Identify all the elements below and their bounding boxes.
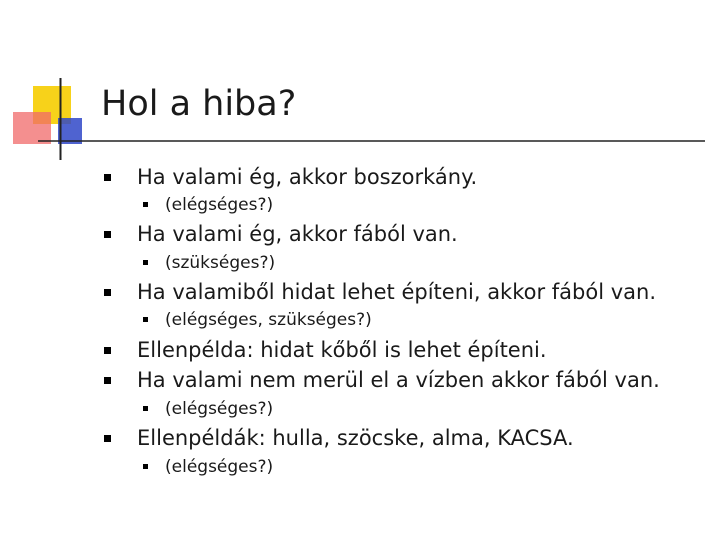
list-item-text: Ellenpélda: hidat kőből is lehet építeni. bbox=[137, 338, 547, 362]
square-bullet-icon bbox=[143, 464, 148, 469]
list-item-text: (elégséges?) bbox=[165, 195, 274, 215]
list-item-text: Ha valami ég, akkor boszorkány. bbox=[137, 165, 478, 189]
list-item bbox=[137, 164, 477, 190]
list-item-text: (elégséges?) bbox=[165, 457, 274, 477]
list-item-text: Ellenpéldák: hulla, szöcske, alma, KACSA. bbox=[137, 426, 574, 450]
slide-title: Hol a hiba? bbox=[101, 84, 297, 124]
square-bullet-icon bbox=[104, 231, 111, 238]
list-item-text: (elégséges?) bbox=[165, 399, 274, 419]
square-bullet-icon bbox=[104, 435, 111, 442]
list-item-text: (szükséges?) bbox=[165, 253, 276, 273]
list-item bbox=[137, 367, 660, 393]
list-item-text: Ha valami nem merül el a vízben akkor fából van. bbox=[137, 368, 660, 392]
list-item bbox=[137, 279, 656, 305]
list-item-text: Ha valamiből hidat lehet építeni, akkor fából van. bbox=[137, 280, 657, 304]
list-item bbox=[165, 456, 273, 478]
square-bullet-icon bbox=[104, 377, 111, 384]
square-bullet-icon bbox=[143, 317, 148, 322]
list-item bbox=[165, 252, 275, 274]
list-item bbox=[165, 398, 273, 420]
list-item bbox=[165, 194, 273, 216]
square-bullet-icon bbox=[143, 202, 148, 207]
list-item-text: Ha valami ég, akkor fából van. bbox=[137, 222, 458, 246]
square-bullet-icon bbox=[104, 289, 111, 296]
list-item-text: (elégséges, szükséges?) bbox=[165, 310, 372, 330]
square-bullet-icon bbox=[143, 260, 148, 265]
square-bullet-icon bbox=[143, 406, 148, 411]
square-bullet-icon bbox=[104, 174, 111, 181]
list-item bbox=[137, 425, 574, 451]
square-bullet-icon bbox=[104, 347, 111, 354]
list-item bbox=[165, 309, 372, 331]
list-item bbox=[137, 221, 458, 247]
list-item bbox=[137, 337, 547, 363]
